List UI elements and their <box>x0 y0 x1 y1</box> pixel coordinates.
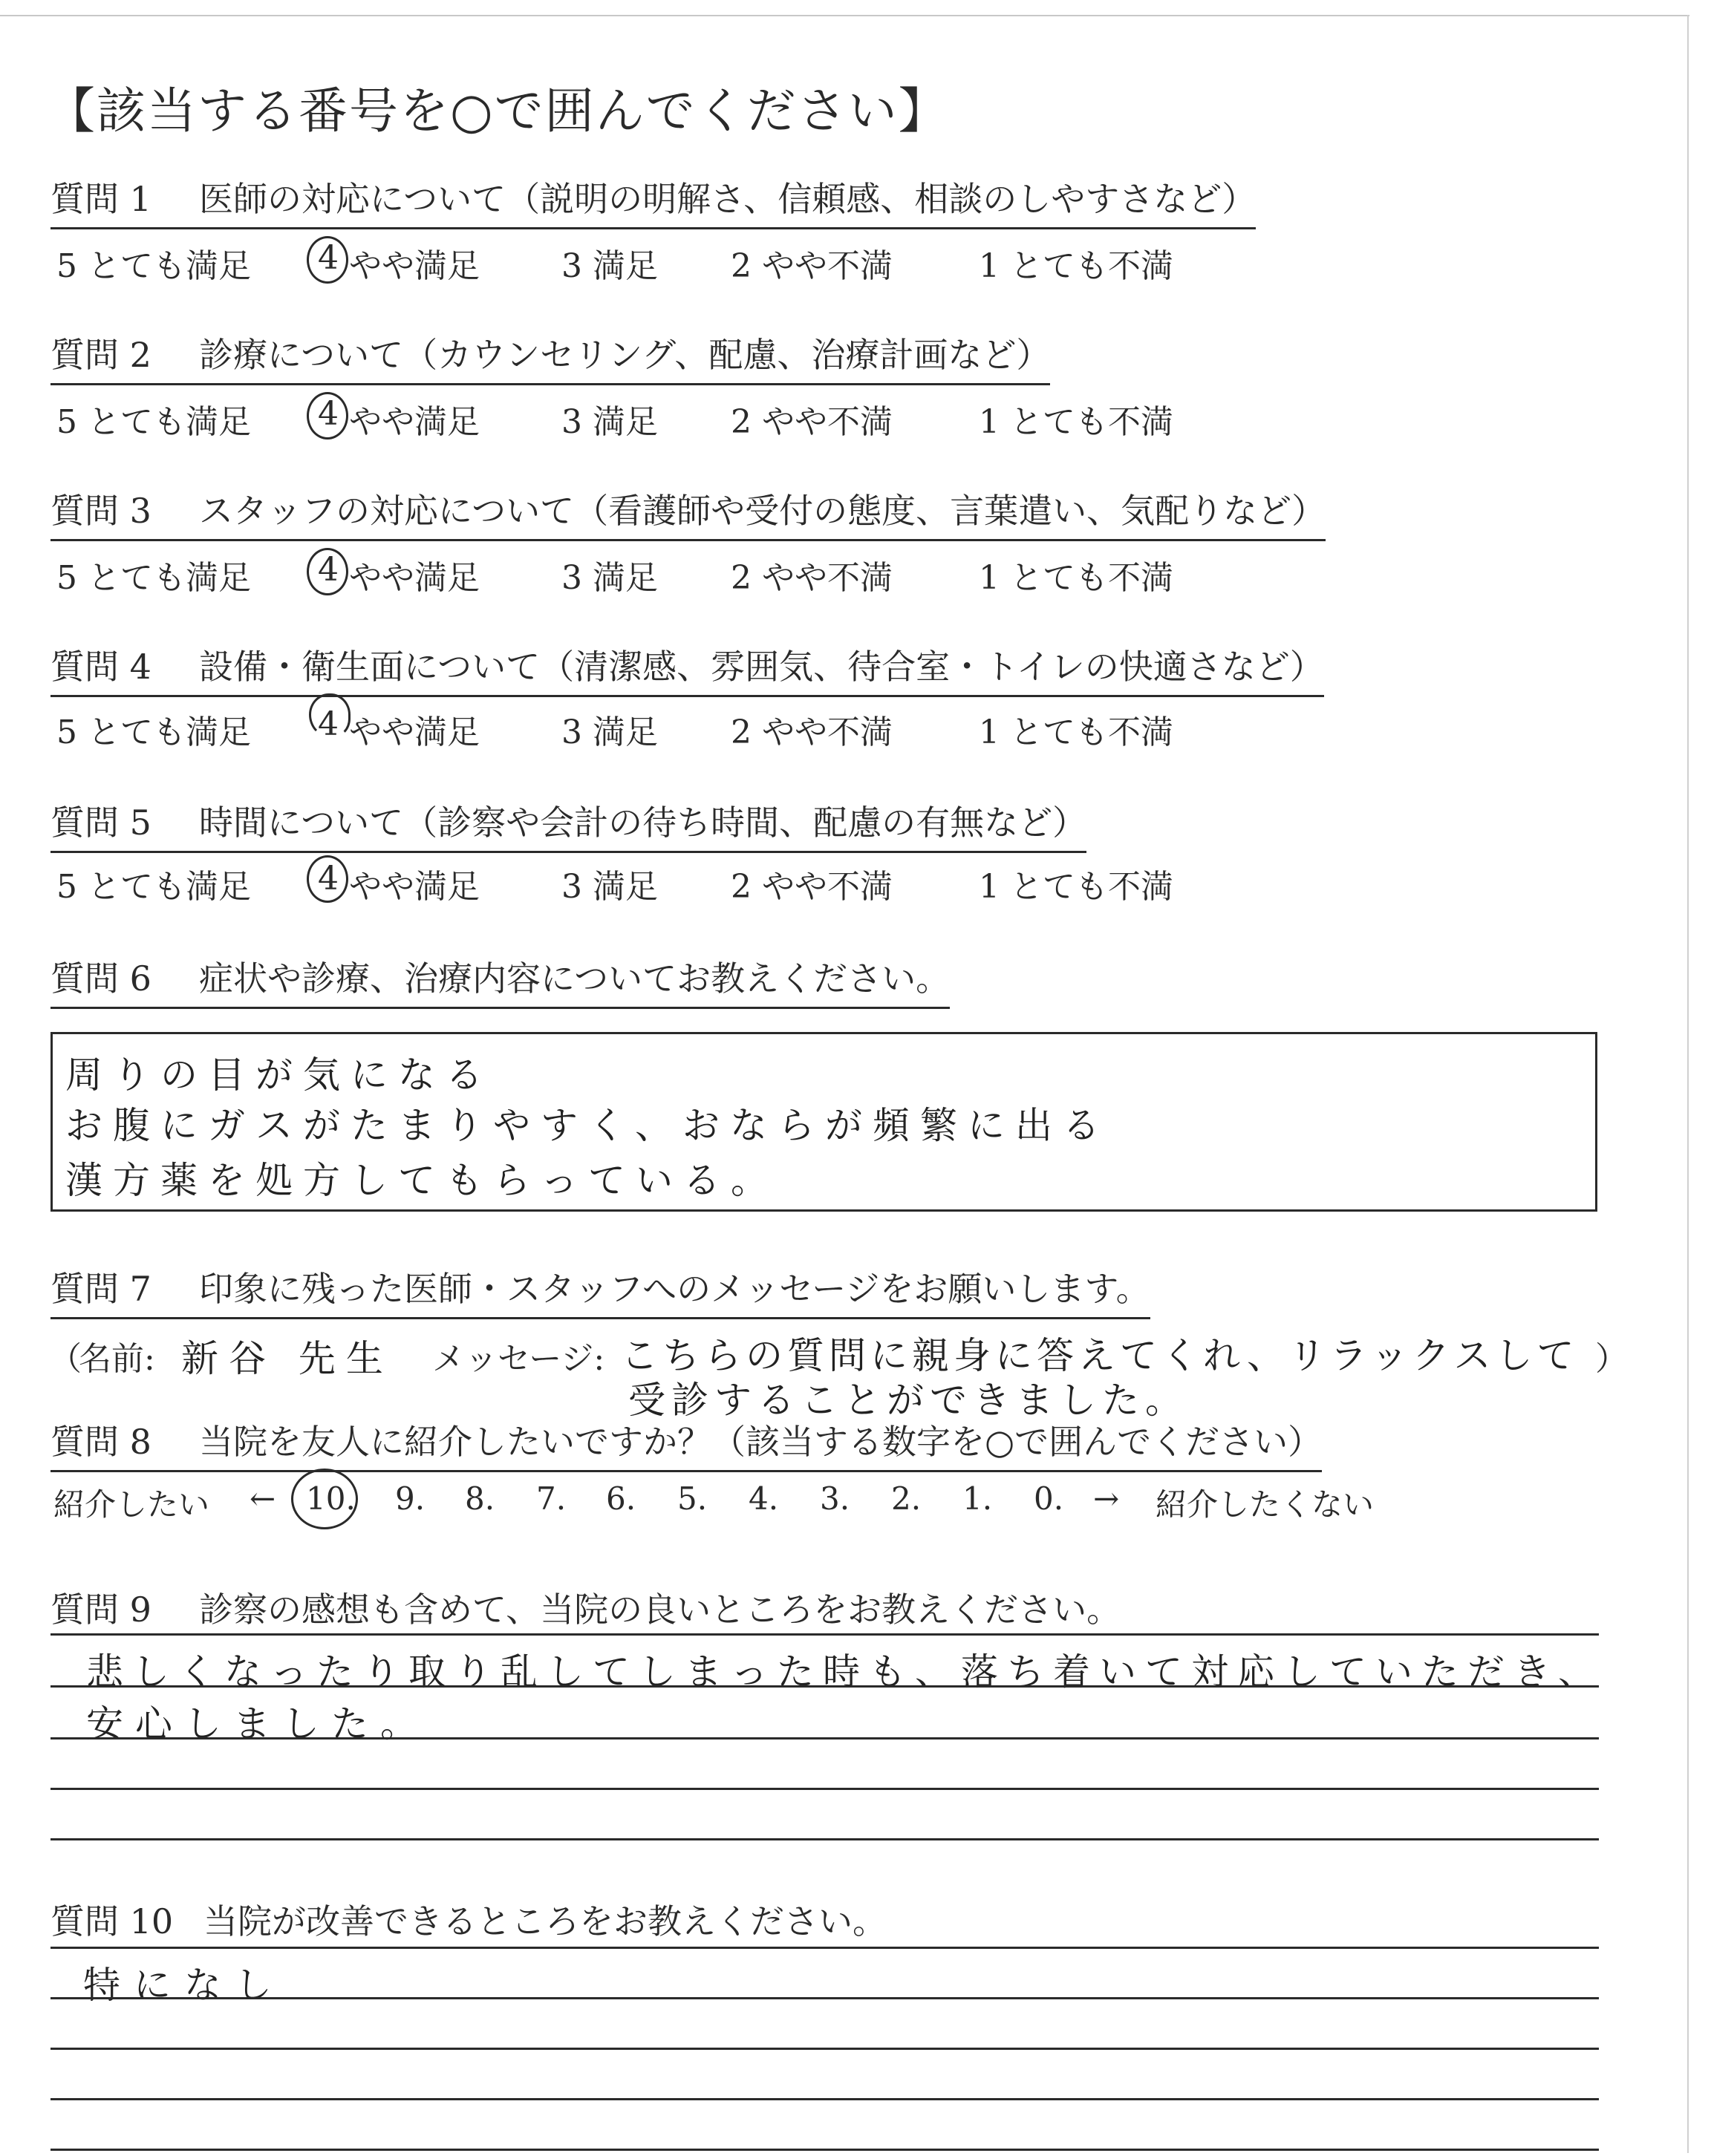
question-6 <box>50 952 950 1009</box>
option-4-number[interactable]: 4 <box>318 239 339 277</box>
question-number: 質問 6 <box>50 958 151 999</box>
option-2[interactable]: 2 やや不満 <box>731 868 893 906</box>
message-line-1: こちらの質問に親身に答えてくれ、リラックスして <box>621 1334 1579 1377</box>
handwritten-answer-line: 特になし <box>83 1964 285 2007</box>
selection-circle <box>307 855 348 903</box>
page-right-edge <box>1687 15 1689 2153</box>
question-number: 質問 3 <box>50 491 151 531</box>
option-4-label[interactable]: やや満足 <box>349 713 480 751</box>
scale-right-label: 紹介したくない <box>1156 1486 1375 1523</box>
option-4-number[interactable]: 4 <box>318 395 339 433</box>
selection-circle <box>307 236 348 284</box>
question-text: 診察の感想も含めて、当院の良いところをお教えください。 <box>199 1590 1121 1630</box>
option-4-label[interactable]: やや満足 <box>349 403 480 441</box>
answer-line[interactable] <box>50 2048 1599 2050</box>
option-3[interactable]: 3 満足 <box>561 403 658 441</box>
answer-line[interactable] <box>50 1685 1599 1688</box>
question-2 <box>50 328 1050 385</box>
question-5 <box>50 796 1086 853</box>
question-4 <box>50 640 1324 697</box>
scale-left-label: 紹介したい <box>53 1486 210 1523</box>
handwritten-answer-line: 漢方薬を処方してもらっている。 <box>65 1159 778 1202</box>
option-5[interactable]: 5 とても満足 <box>56 247 251 285</box>
handwritten-answer-line: お腹にガスがたまりやすく、おならが頻繁に出る <box>65 1104 1110 1147</box>
question-text: 医師の対応について（説明の明解さ、信頼感、相談のしやすさなど） <box>199 179 1257 219</box>
handwritten-answer-line: 安心しました。 <box>86 1702 429 1745</box>
question-text: 症状や診療、治療内容についてお教えください。 <box>199 958 951 999</box>
question-number: 質問 9 <box>50 1590 151 1630</box>
answer-line <box>50 1633 1599 1636</box>
selection-circle <box>307 392 348 440</box>
question-text: 時間について（診察や会計の待ち時間、配慮の有無など） <box>199 803 1087 843</box>
option-3[interactable]: 3 満足 <box>561 868 658 906</box>
question-number: 質問 1 <box>50 179 151 219</box>
option-4-number[interactable]: 4 <box>318 551 339 589</box>
option-5[interactable]: 5 とても満足 <box>56 403 251 441</box>
option-3[interactable]: 3 満足 <box>561 247 658 285</box>
question-number: 質問 10 <box>50 1901 174 1941</box>
close-paren: ） <box>1595 1340 1628 1378</box>
question-1 <box>50 172 1256 229</box>
answer-line[interactable] <box>50 2098 1599 2100</box>
scale-option-1[interactable]: 1. <box>962 1480 993 1517</box>
question-3 <box>50 484 1326 541</box>
option-2[interactable]: 2 やや不満 <box>731 403 893 441</box>
handwritten-answer-line: 周りの目が気になる <box>65 1054 493 1097</box>
scale-option-10[interactable]: 10. <box>306 1480 356 1517</box>
question-number: 質問 4 <box>50 647 151 687</box>
question-text: スタッフの対応について（看護師や受付の態度、言葉遣い、気配りなど） <box>199 491 1326 531</box>
option-4-label[interactable]: やや満足 <box>349 247 480 285</box>
option-5[interactable]: 5 とても満足 <box>56 559 251 597</box>
message-label: メッセージ: <box>432 1340 605 1378</box>
question-9 <box>50 1583 1121 1632</box>
question-number: 質問 7 <box>50 1269 151 1309</box>
option-2[interactable]: 2 やや不満 <box>731 247 893 285</box>
answer-line[interactable] <box>50 2149 1599 2151</box>
question-number: 質問 8 <box>50 1422 151 1462</box>
question-number: 質問 5 <box>50 803 151 843</box>
left-arrow-icon: ← <box>250 1480 276 1517</box>
option-1[interactable]: 1 とても不満 <box>979 868 1173 906</box>
option-3[interactable]: 3 満足 <box>561 559 658 597</box>
answer-line <box>50 1947 1599 1949</box>
option-1[interactable]: 1 とても不満 <box>979 403 1173 441</box>
scale-option-7[interactable]: 7. <box>536 1480 567 1517</box>
selection-circle <box>307 548 348 595</box>
option-4-label[interactable]: やや満足 <box>349 559 480 597</box>
question-text: 診療について（カウンセリング、配慮、治療計画など） <box>199 335 1051 375</box>
question-text: 当院を友人に紹介したいですか？（該当する数字を○で囲んでください） <box>199 1422 1323 1462</box>
right-arrow-icon: → <box>1093 1480 1120 1517</box>
question-text: 印象に残った医師・スタッフへのメッセージをお願いします。 <box>199 1269 1150 1309</box>
option-3[interactable]: 3 満足 <box>561 713 658 751</box>
scale-option-6[interactable]: 6. <box>606 1480 636 1517</box>
answer-line[interactable] <box>50 1997 1599 1999</box>
option-5[interactable]: 5 とても満足 <box>56 713 251 751</box>
question-text: 設備・衛生面について（清潔感、雰囲気、待合室・トイレの快適さなど） <box>199 647 1324 687</box>
name-label: 名前: <box>79 1340 155 1378</box>
scale-option-3[interactable]: 3. <box>820 1480 850 1517</box>
answer-line[interactable] <box>50 1838 1599 1840</box>
option-2[interactable]: 2 やや不満 <box>731 559 893 597</box>
question-text: 当院が改善できるところをお教えください。 <box>203 1901 887 1941</box>
page-top-edge <box>0 15 1689 16</box>
scale-option-5[interactable]: 5. <box>677 1480 708 1517</box>
scale-option-2[interactable]: 2. <box>891 1480 922 1517</box>
option-1[interactable]: 1 とても不満 <box>979 713 1173 751</box>
message-line-2: 受診することができました。 <box>628 1379 1188 1422</box>
question-number: 質問 2 <box>50 335 151 375</box>
handwritten-answer-line: 悲しくなったり取り乱してしまった時も、落ち着いて対応していただき、 <box>86 1650 1604 1693</box>
answer-line[interactable] <box>50 1737 1599 1740</box>
name-value: 新谷 先生 <box>181 1337 394 1380</box>
scale-option-9[interactable]: 9. <box>395 1480 426 1517</box>
option-4-number[interactable]: 4 <box>318 705 339 743</box>
open-paren: （ <box>49 1340 82 1378</box>
question-7 <box>50 1262 1150 1319</box>
option-5[interactable]: 5 とても満足 <box>56 868 251 906</box>
option-2[interactable]: 2 やや不満 <box>731 713 893 751</box>
option-4-label[interactable]: やや満足 <box>349 868 480 906</box>
scale-option-4[interactable]: 4. <box>749 1480 779 1517</box>
scale-option-8[interactable]: 8. <box>465 1480 495 1517</box>
question-8 <box>50 1415 1322 1472</box>
page-title: 【該当する番号を○で囲んでください】 <box>46 82 949 140</box>
option-1[interactable]: 1 とても不満 <box>979 559 1173 597</box>
option-1[interactable]: 1 とても不満 <box>979 247 1173 285</box>
scale-option-0[interactable]: 0. <box>1034 1480 1064 1517</box>
answer-line[interactable] <box>50 1788 1599 1790</box>
option-4-number[interactable]: 4 <box>318 860 339 898</box>
selection-circle <box>309 693 351 738</box>
question-10 <box>50 1895 887 1944</box>
